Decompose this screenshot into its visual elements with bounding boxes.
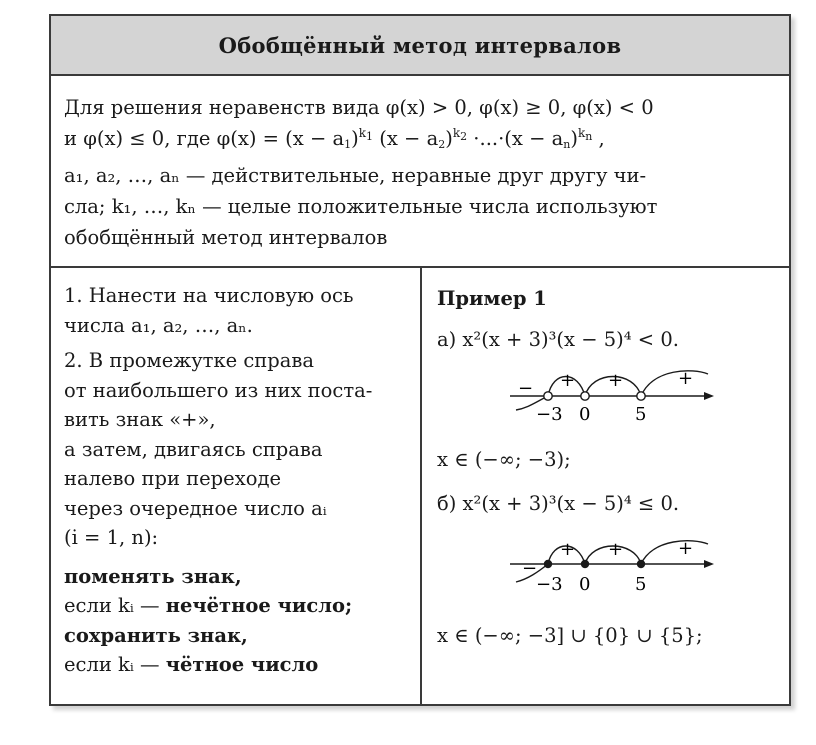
sign-2: +: [608, 539, 624, 560]
example-a-inequality: а) x²(x + 3)³(x − 5)⁴ < 0.: [437, 328, 679, 351]
step-2-line-1: 2. В промежутке справа: [64, 349, 315, 372]
intro-line-5: обобщённый метод интервалов: [64, 226, 388, 249]
point-a1: [544, 392, 552, 400]
rule-2-title: сохранить знак,: [64, 623, 248, 647]
step-2-line-7: (i = 1, n):: [64, 526, 159, 549]
example-title: Пример 1: [437, 287, 547, 310]
tick-label-1: −3: [536, 574, 563, 595]
intro-line-4: сла; k₁, …, kₙ — целые положительные числа используют: [64, 195, 658, 218]
example-panel: [422, 268, 789, 706]
step-1-line-1: 1. Нанести на числовую ось: [64, 284, 354, 307]
tick-label-2: 0: [579, 404, 591, 425]
sign-2: +: [608, 370, 624, 391]
sign-0: −: [518, 378, 534, 399]
sign-1: +: [560, 370, 576, 391]
rule-1-title: поменять знак,: [64, 564, 242, 588]
rule-2-condition: если kᵢ — чётное число: [64, 653, 319, 676]
tick-label-3: 5: [635, 404, 647, 425]
sign-1: +: [560, 539, 576, 560]
step-2-line-2: от наибольшего из них поста-: [64, 378, 373, 402]
point-b1: [544, 560, 552, 568]
method-table: [49, 14, 791, 706]
tick-label-2: 0: [579, 574, 591, 595]
step-2-line-6: через очередное число aᵢ: [64, 496, 327, 520]
intro-line-3: a₁, a₂, …, aₙ — действительные, неравные друг другу чи-: [64, 164, 647, 187]
step-2-line-5: налево при переходе: [64, 467, 281, 490]
step-1-line-2: числа a₁, a₂, …, aₙ.: [64, 313, 253, 337]
step-2-line-3: вить знак «+»,: [64, 408, 216, 431]
sign-arc-3: [641, 371, 708, 396]
axis-arrow: [704, 392, 714, 400]
example-a-answer: x ∈ (−∞; −3);: [437, 448, 571, 471]
number-line-a: [508, 362, 718, 426]
step-2-line-4: а затем, двигаясь справа: [64, 437, 323, 461]
point-a2: [581, 392, 589, 400]
axis-arrow: [704, 560, 714, 568]
rule-1-condition: если kᵢ — нечётное число;: [64, 594, 353, 617]
page-title: Обобщённый метод интервалов: [218, 32, 622, 58]
algorithm-steps: [51, 268, 422, 706]
sign-3: +: [678, 368, 694, 389]
sign-3: +: [678, 538, 694, 559]
body-columns: [51, 268, 789, 706]
intro-section: [51, 76, 789, 268]
point-b2: [581, 560, 589, 568]
example-b-answer: x ∈ (−∞; −3] ∪ {0} ∪ {5};: [437, 624, 703, 647]
point-b3: [637, 560, 645, 568]
point-a3: [637, 392, 645, 400]
sign-arc-3: [641, 541, 708, 564]
tick-label-1: −3: [536, 404, 563, 425]
example-b-inequality: б) x²(x + 3)³(x − 5)⁴ ≤ 0.: [437, 492, 680, 515]
tick-label-3: 5: [635, 574, 647, 595]
sign-0: −: [522, 558, 538, 579]
number-line-b: [508, 534, 718, 598]
table-header: [51, 16, 789, 76]
intro-line-2: и φ(x) ≤ 0, где $\varphi(x) = (x - a_1)^{k_1}$ $(x - a_2)^{k_2} \cdot...\cdot(x - a_n)^{k_n}$ ,: [64, 126, 605, 151]
intro-line-1: Для решения неравенств вида φ(x) > 0, φ(x) ≥ 0, φ(x) < 0: [64, 96, 654, 119]
